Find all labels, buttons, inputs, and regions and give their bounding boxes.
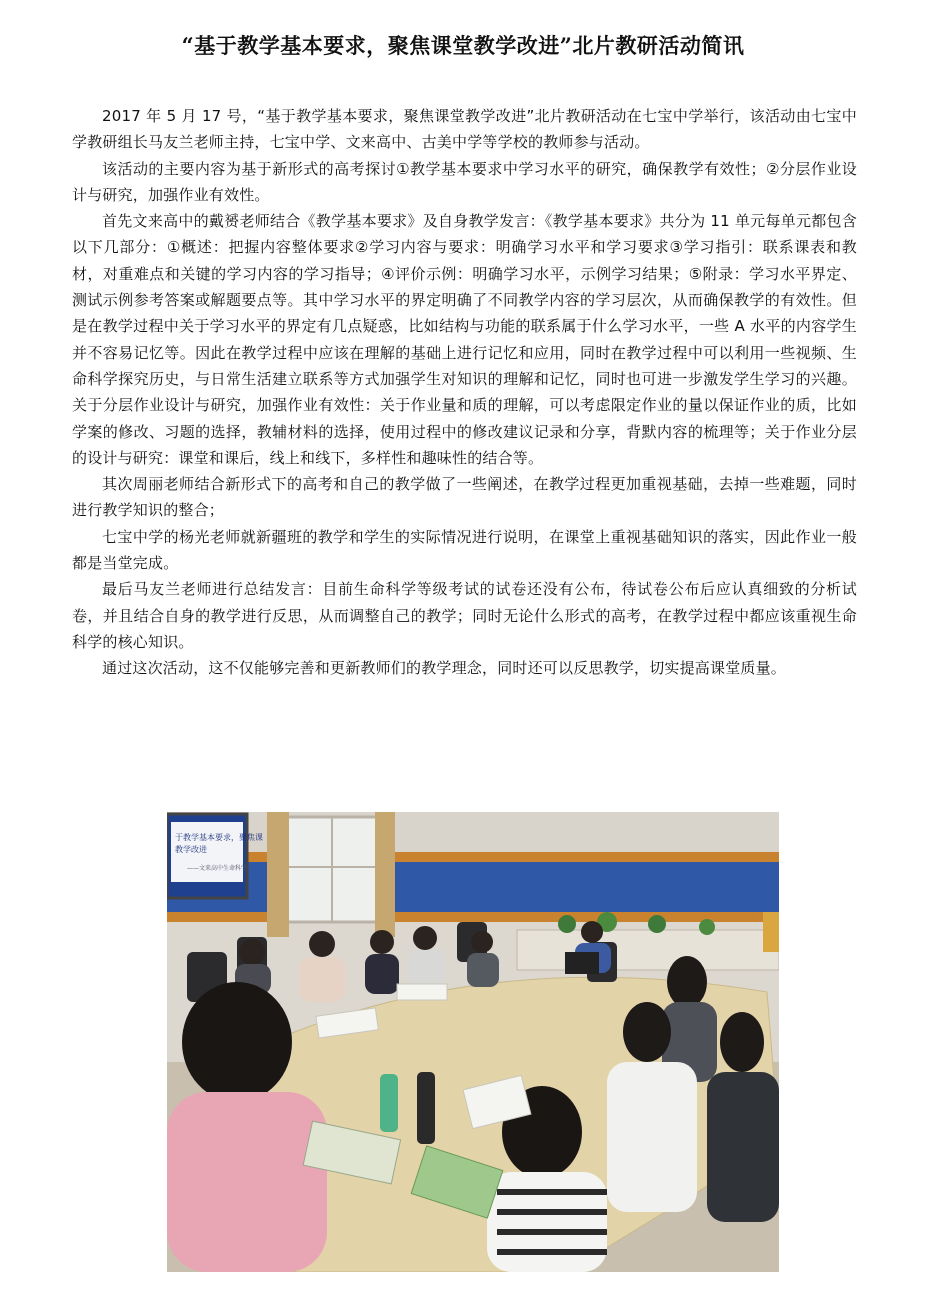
paragraph-speaker-2: 其次周丽老师结合新形式下的高考和自己的教学做了一些阐述，在教学过程更加重视基础，去掉一些难题，同时进行教学知识的整合； [72,475,857,520]
screen-subtitle: ——文来高中生命科学 [187,865,248,872]
paragraph-speaker-1: 首先文来高中的戴赟老师结合《教学基本要求》及自身教学发言：《教学基本要求》共分为 11 单元每单元都包含以下几部分：①概述：把握内容整体要求②学习内容与要求：明确学习水平和学习要求③学习指引：联系课表和教材，对重难点和关键的学习内容的学习指导；④评价示例：明确学习水平，示例学习结果；⑤附录：学习水平界定、测试示例参考答案或解题要点等。其中学习水平的界定明确了不同教学内容的学习层次，从而确保教学的有效性。但是在教学过程中关于学习水平的界定有几点疑惑，比如结构与功能的联系属于什么学习水平，一些 A 水平的内容学生并不容易记忆等。因此在教学过程中应该在理解的基础上进行记忆和应用，同时在教学过程中可以利用一些视频、生命科学探究历史，与日常生活建立联系等方式加强学生对知识的理解和记忆，同时也可进一步激发学生学习的兴趣。关于分层作业设计与研究，加强作业有效性：关于作业量和质的理解，可以考虑限定作业的量以保证作业的质，比如学案的修改、习题的选择，教辅材料的选择，使用过程中的修改建议记录和分享，背默内容的梳理等；关于作业分层的设计与研究：课堂和课后，线上和线下，多样性和趣味性的结合等。 [72,212,857,467]
paragraph-content: 该活动的主要内容为基于新形式的高考探讨①教学基本要求中学习水平的研究，确保教学有效性；②分层作业设计与研究，加强作业有效性。 [72,159,857,204]
article-body [72,103,857,682]
paragraph-intro: 2017 年 5 月 17 号，“基于教学基本要求，聚焦课堂教学改进”北片教研活动在七宝中学举行，该活动由七宝中学教研组长马友兰老师主持，七宝中学、文来高中、古美中学等学校的教师参与活动。 [72,107,857,152]
page-title: “基于教学基本要求，聚焦课堂教学改进”北片教研活动简讯 [181,33,745,58]
screen-line-2: 教学改进 [175,845,207,854]
paragraph-conclusion: 通过这次活动，这不仅能够完善和更新教师们的教学理念，同时还可以反思教学，切实提高课堂质量。 [102,659,787,678]
paragraph-summary: 最后马友兰老师进行总结发言：目前生命科学等级考试的试卷还没有公布，待试卷公布后应认真细致的分析试卷，并且结合自身的教学进行反思，从而调整自己的教学；同时无论什么形式的高考，在教学过程中都应该重视生命科学的核心知识。 [72,580,857,651]
screen-line-1: 于教学基本要求，聚焦课 [175,833,263,842]
meeting-photo [167,812,779,1272]
paragraph-speaker-3: 七宝中学的杨光老师就新疆班的教学和学生的实际情况进行说明，在课堂上重视基础知识的落实，因此作业一般都是当堂完成。 [72,527,857,573]
